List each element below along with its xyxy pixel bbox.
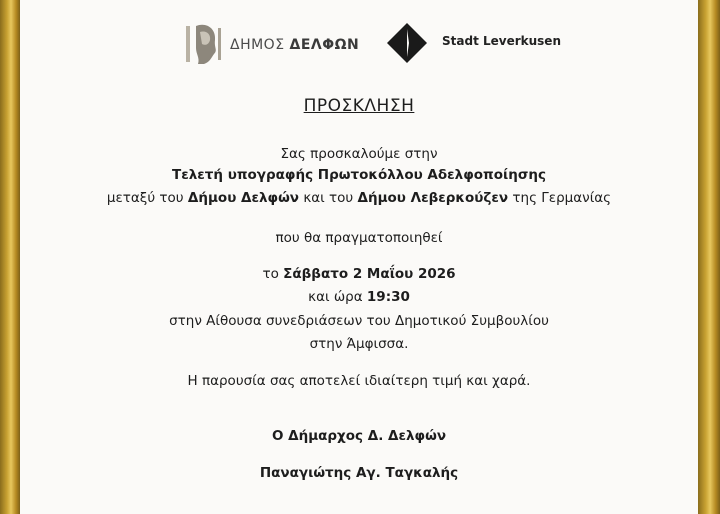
gold-border-left <box>0 0 20 514</box>
signatory-name: Παναγιώτης Αγ. Ταγκαλής <box>259 465 459 481</box>
invitation-card <box>20 0 698 514</box>
parties-line: μεταξύ του Δήμου Δελφών και του Δήμου Λεβερκούζεν της Γερμανίας <box>106 190 612 206</box>
invitation-heading: ΠΡΟΣΚΛΗΣΗ <box>303 96 415 116</box>
venue-line: στην Αίθουσα συνεδριάσεων του Δημοτικού Συμβουλίου <box>169 313 549 329</box>
ceremony-title: Τελετή υπογραφής Πρωτοκόλλου Αδελφοποίησης <box>172 167 546 183</box>
leverkusen-logo-text: Stadt Leverkusen <box>442 34 561 48</box>
leverkusen-logo <box>386 22 576 64</box>
honor-line: Η παρουσία σας αποτελεί ιδιαίτερη τιμή και χαρά. <box>187 373 531 389</box>
signatory-title: Ο Δήμαρχος Δ. Δελφών <box>271 428 447 444</box>
time-line: και ώρα 19:30 <box>308 289 410 305</box>
delphi-head-icon <box>184 20 224 66</box>
delphi-logo <box>184 20 364 66</box>
delphi-logo-text: ΔΗΜΟΣ ΔΕΛΦΩΝ <box>230 37 360 53</box>
invitation-intro: Σας προσκαλούμε στην <box>280 146 438 162</box>
date-line: το Σάββατο 2 Μαΐου 2026 <box>262 266 456 282</box>
leverkusen-diamond-icon <box>386 22 428 64</box>
to-be-held-line: που θα πραγματοποιηθεί <box>275 230 443 246</box>
city-line: στην Άμφισσα. <box>309 336 409 352</box>
gold-border-right <box>698 0 720 514</box>
